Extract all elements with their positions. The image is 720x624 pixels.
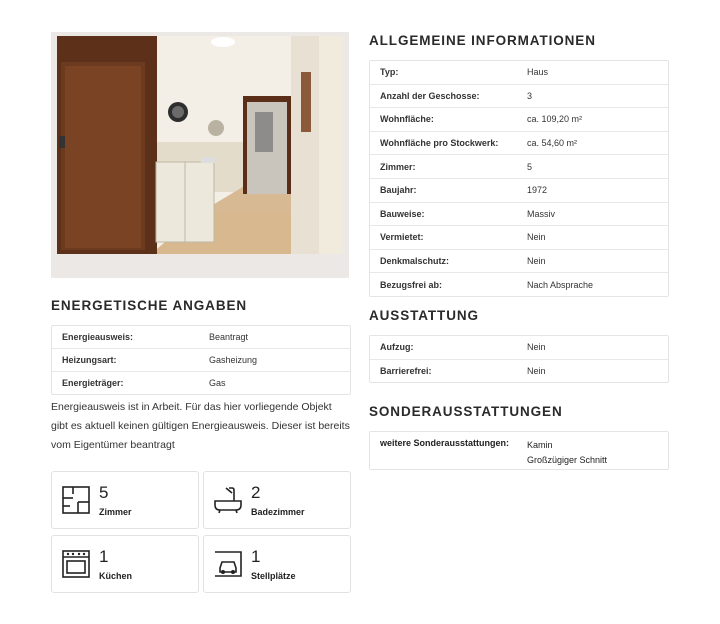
energy-heading: ENERGETISCHE ANGABEN — [51, 298, 248, 313]
feature-label: Küchen — [99, 571, 133, 581]
general-info-table — [369, 60, 669, 297]
feature-count: 5 — [99, 483, 109, 502]
row-key: Zimmer: — [380, 161, 416, 172]
table-row — [370, 359, 668, 383]
row-key: weitere Sonderausstattungen: — [380, 438, 510, 448]
row-key: Baujahr: — [380, 185, 417, 196]
parking-icon — [212, 548, 244, 580]
sonder-table — [369, 431, 669, 470]
row-value: 1972 — [527, 185, 548, 196]
row-value: Nein — [527, 232, 546, 243]
ausstattung-table — [369, 335, 669, 383]
row-value: Gasheizung — [209, 355, 258, 365]
row-value: 3 — [527, 90, 533, 101]
table-row — [370, 131, 668, 155]
table-row — [370, 61, 668, 84]
row-value: Gas — [209, 378, 226, 388]
table-row — [370, 272, 668, 296]
row-value: Nach Absprache — [527, 279, 594, 290]
row-value: Nein — [527, 365, 546, 376]
table-row — [370, 225, 668, 249]
feature-card-kuechen — [51, 535, 199, 593]
table-row — [52, 326, 350, 348]
row-value: Beantragt — [209, 332, 249, 342]
row-value — [527, 432, 607, 469]
feature-card-stellplaetze — [203, 535, 351, 593]
sonder-heading: SONDERAUSSTATTUNGEN — [369, 404, 563, 419]
row-key: Energieträger: — [62, 378, 124, 388]
row-key: Wohnfläche pro Stockwerk: — [380, 138, 499, 149]
feature-label: Badezimmer — [251, 507, 305, 517]
hallway-illustration — [51, 32, 349, 278]
oven-icon — [60, 548, 92, 580]
table-row — [370, 336, 668, 359]
row-key: Typ: — [380, 67, 399, 78]
row-value: ca. 109,20 m² — [527, 114, 583, 125]
energy-note: Energieausweis ist in Arbeit. Für das hier vorliegende Objekt gibt es aktuell keinen gültigen Energieausweis. Dieser ist bereits vom Eigentümer beantragt — [51, 401, 350, 451]
row-key: Bezugsfrei ab: — [380, 279, 443, 290]
row-key: Heizungsart: — [62, 355, 117, 365]
table-row — [370, 107, 668, 131]
property-photo — [51, 32, 349, 278]
ausstattung-heading: AUSSTATTUNG — [369, 308, 479, 323]
floorplan-icon — [60, 484, 92, 516]
table-row — [52, 348, 350, 371]
row-value: Nein — [527, 342, 546, 353]
row-key: Denkmalschutz: — [380, 256, 450, 267]
row-value: Haus — [527, 67, 549, 78]
table-row — [370, 249, 668, 273]
feature-label: Stellplätze — [251, 571, 296, 581]
table-row — [370, 202, 668, 226]
table-row — [370, 178, 668, 202]
energy-table — [51, 325, 351, 395]
row-key: Aufzug: — [380, 342, 414, 353]
row-value: ca. 54,60 m² — [527, 138, 578, 149]
sonder-value: Kamin — [527, 440, 553, 450]
row-key: Wohnfläche: — [380, 114, 434, 125]
feature-card-badezimmer — [203, 471, 351, 529]
table-row — [52, 371, 350, 394]
row-key: Anzahl der Geschosse: — [380, 90, 480, 101]
row-key: Bauweise: — [380, 208, 425, 219]
feature-label: Zimmer — [99, 507, 132, 517]
feature-card-zimmer — [51, 471, 199, 529]
feature-count: 1 — [251, 547, 261, 566]
row-key: Energieausweis: — [62, 332, 134, 342]
row-key: Vermietet: — [380, 232, 424, 243]
row-value: Massiv — [527, 208, 556, 219]
feature-count: 2 — [251, 483, 261, 502]
feature-count: 1 — [99, 547, 109, 566]
sonder-value: Großzügiger Schnitt — [527, 455, 608, 465]
row-key: Barrierefrei: — [380, 365, 432, 376]
table-row — [370, 84, 668, 108]
general-info-heading: ALLGEMEINE INFORMATIONEN — [369, 33, 596, 48]
bathtub-icon — [212, 484, 244, 516]
row-value: 5 — [527, 161, 533, 172]
row-value: Nein — [527, 256, 546, 267]
table-row — [370, 154, 668, 178]
